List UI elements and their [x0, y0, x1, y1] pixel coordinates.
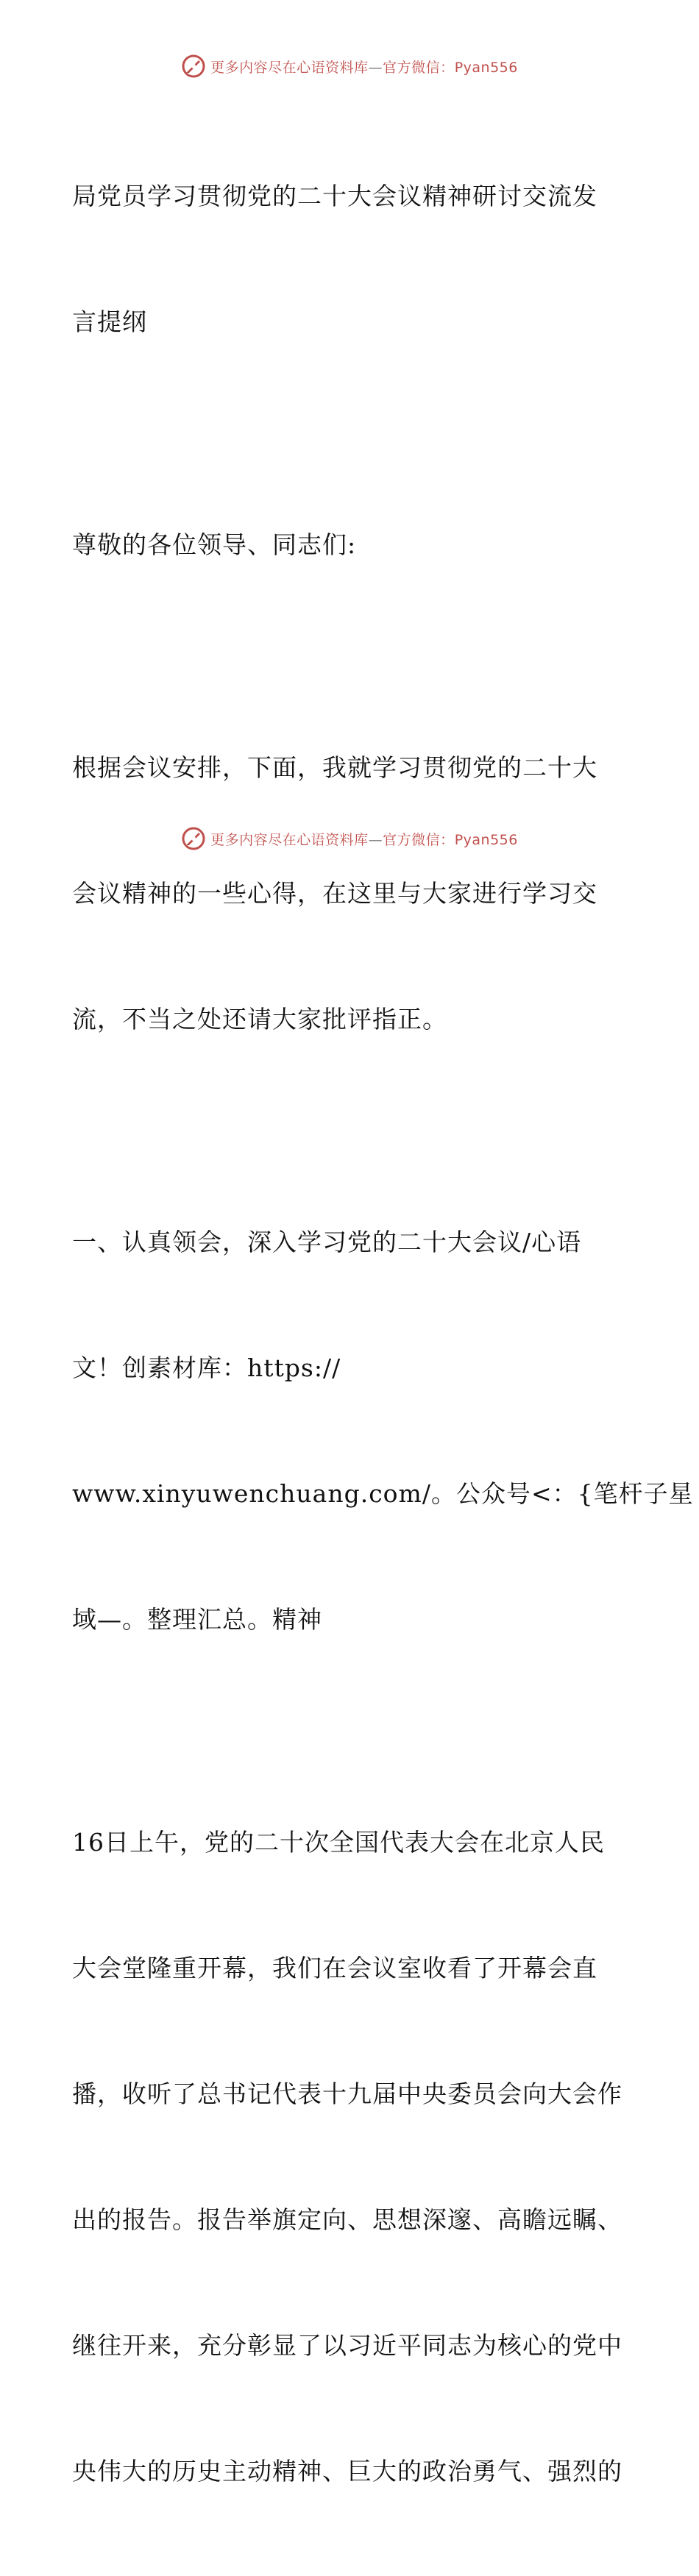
- watermark-text: [210, 57, 518, 77]
- text-line: 大会堂隆重开幕，我们在会议室收看了开幕会直: [72, 1954, 597, 1982]
- text-line: 继往开来，充分彰显了以习近平同志为核心的党中: [72, 2331, 622, 2360]
- text-line: 央伟大的历史主动精神、巨大的政治勇气、强烈的: [72, 2457, 622, 2486]
- contact-label: 官方微信：: [383, 59, 455, 76]
- greeting-paragraph: [72, 440, 631, 650]
- brand-text: 更多内容尽在心语资料库: [210, 59, 369, 76]
- contact-id: Pyan556: [454, 59, 518, 76]
- brand-text: 更多内容尽在心语资料库: [210, 831, 369, 848]
- quill-circle-logo-icon: [181, 826, 206, 851]
- text-line: 文！创素材库：https://: [72, 1353, 341, 1382]
- document-title: [72, 91, 631, 427]
- text-line: 局党员学习贯彻党的二十大会议精神研讨交流发: [72, 182, 597, 210]
- text-line: www.xinyuwenchuang.com/。公众号<：{笔杆子星: [72, 1479, 694, 1508]
- separator: —: [368, 831, 383, 848]
- text-line: 一、认真领会，深入学习党的二十大会议/心语: [72, 1228, 582, 1256]
- footer-watermark-banner: [0, 825, 699, 852]
- text-line: 流，不当之处还请大家批评指正。: [72, 1005, 447, 1033]
- document-body: [72, 91, 694, 2576]
- header-watermark-banner: [0, 53, 699, 79]
- text-line: 会议精神的一些心得，在这里与大家进行学习交: [72, 879, 597, 908]
- text-line: 根据会议安排，下面，我就学习贯彻党的二十大: [72, 753, 597, 782]
- text-line: 域—。整理汇总。精神: [72, 1605, 322, 1634]
- body-paragraph: [72, 1737, 631, 2576]
- contact-label: 官方微信：: [383, 831, 455, 848]
- quill-circle-logo-icon: [181, 54, 206, 79]
- text-line: 播，收听了总书记代表十九届中央委员会向大会作: [72, 2079, 622, 2108]
- text-line: 16日上午，党的二十次全国代表大会在北京人民: [72, 1828, 605, 1857]
- text-line: 尊敬的各位领导、同志们:: [72, 530, 357, 559]
- contact-id: Pyan556: [454, 831, 518, 848]
- watermark-text: [210, 829, 518, 849]
- text-line: 出的报告。报告举旗定向、思想深邃、高瞻远瞩、: [72, 2205, 622, 2234]
- separator: —: [368, 59, 383, 76]
- intro-paragraph: [72, 663, 631, 1124]
- text-line: 言提纲: [72, 307, 147, 336]
- section-heading-1: [72, 1137, 694, 1724]
